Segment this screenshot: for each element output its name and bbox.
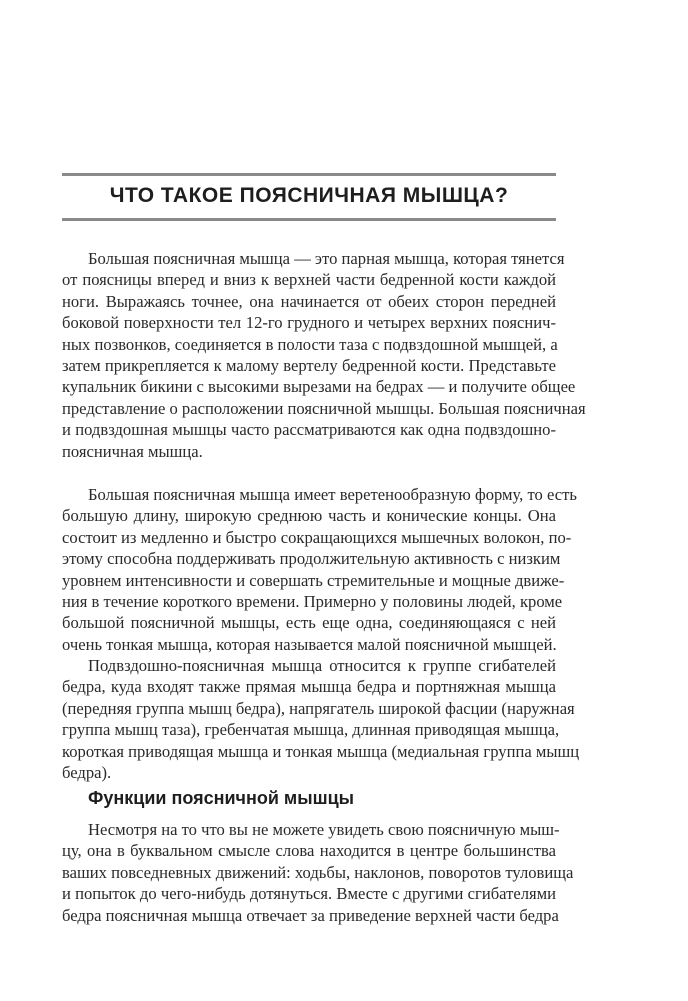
text-line: от поясницы вперед и вниз к верхней части бедренной кости каждой <box>62 270 556 290</box>
title-rule-bottom <box>62 218 556 221</box>
text-line: большую длину, широкую среднюю часть и конические концы. Она <box>62 506 556 526</box>
text-line: бедра поясничная мышца отвечает за приведение верхней части бедра <box>62 905 559 925</box>
text-line: бедра, куда входят также прямая мышца бедра и портняжная мышца <box>62 677 556 697</box>
paragraph-4 <box>62 819 574 926</box>
paragraph-3 <box>62 655 580 783</box>
page-title: ЧТО ТАКОЕ ПОЯСНИЧНАЯ МЫШЦА? <box>109 184 509 207</box>
text-line: ноги. Выражаясь точнее, она начинается от обеих сторон передней <box>62 291 556 311</box>
text-line: и попыток до чего-нибудь дотянуться. Вместе с другими сгибателями <box>62 884 556 904</box>
text-line: этому способна поддерживать продолжительную активность с низким <box>62 549 561 569</box>
text-line: цу, она в буквальном смысле слова находится в центре большинства <box>62 841 556 861</box>
text-line: затем прикрепляется к малому вертелу бедренной кости. Представьте <box>62 355 556 375</box>
text-line: Несмотря на то что вы не можете увидеть свою поясничную мыш- <box>88 820 560 839</box>
section-heading: Функции поясничной мышцы <box>88 788 355 808</box>
text-line: Большая поясничная мышца — это парная мышца, которая тянется <box>88 249 565 268</box>
text-line: уровнем интенсивности и совершать стремительные и мощные движе- <box>62 570 565 590</box>
text-line: поясничная мышца. <box>62 441 203 461</box>
text-line: (передняя группа мышц бедра), напрягатель широкой фасции (наружная <box>62 698 575 718</box>
text-line: и подвздошная мышцы часто рассматриваются как одна подвздошно- <box>62 420 556 440</box>
text-line: Подвздошно-поясничная мышца относится к группе сгибателей <box>88 656 556 675</box>
paragraph-2 <box>62 484 577 655</box>
text-line: представление о расположении поясничной мышцы. Большая поясничная <box>62 398 586 418</box>
text-line: большой поясничной мышцы, есть еще одна, соединяющаяся с ней <box>62 613 556 633</box>
paragraph-1 <box>62 248 586 462</box>
text-line: очень тонкая мышца, которая называется малой поясничной мышцей. <box>62 634 557 654</box>
text-line: Большая поясничная мышца имеет веретенообразную форму, то есть <box>88 485 577 504</box>
title-rule-top <box>62 173 556 176</box>
text-line: ных позвонков, соединяется в полости таза с подвздошной мышцей, а <box>62 334 558 354</box>
text-line: ния в течение короткого времени. Примерно у половины людей, кроме <box>62 591 563 611</box>
text-line: ваших повседневных движений: ходьбы, наклонов, поворотов туловища <box>62 862 574 882</box>
text-line: короткая приводящая мышца и тонкая мышца (медиальная группа мышц <box>62 741 580 761</box>
text-line: состоит из медленно и быстро сокращающихся мышечных волокон, по- <box>62 527 572 547</box>
text-line: купальник бикини с высокими вырезами на бедрах — и получите общее <box>62 377 576 397</box>
text-line: боковой поверхности тел 12-го грудного и четырех верхних пояснич- <box>62 313 556 333</box>
text-line: группа мышц таза), гребенчатая мышца, длинная приводящая мышца, <box>62 720 560 740</box>
text-line: бедра). <box>62 762 112 782</box>
